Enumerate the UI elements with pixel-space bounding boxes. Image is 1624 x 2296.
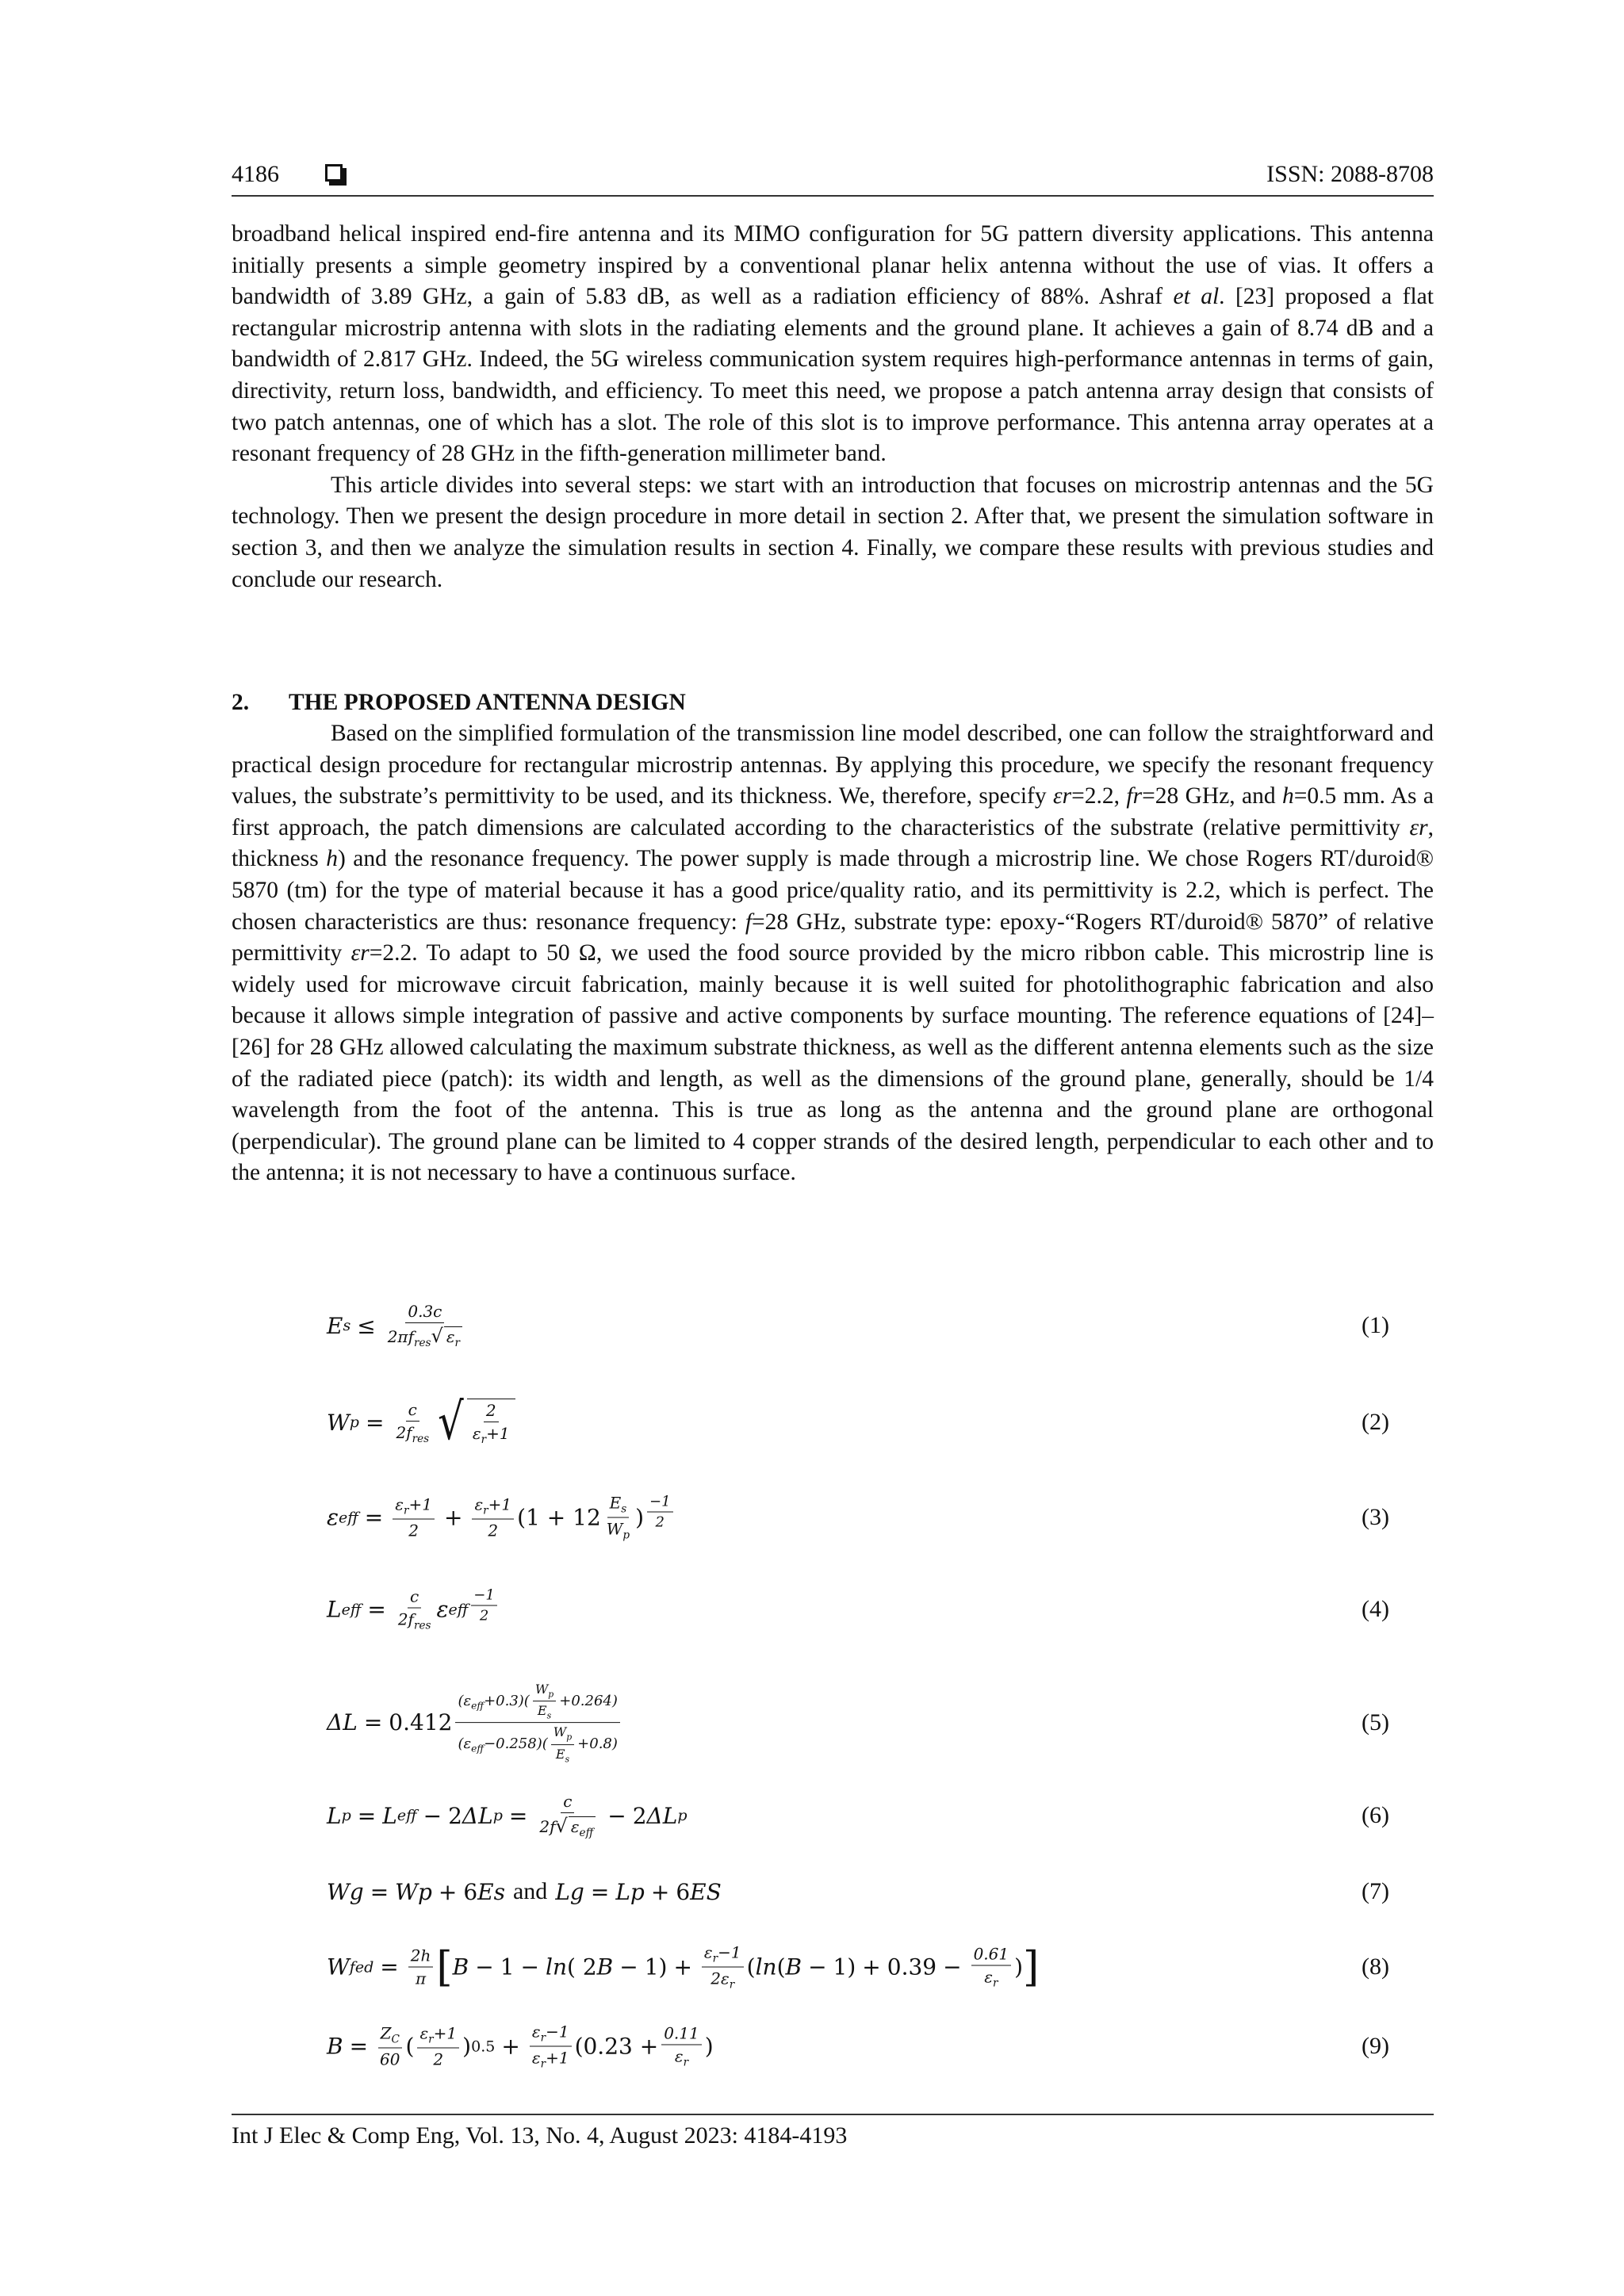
equation-9-formula: B = $\frac{Z_C}{60}$ ( $\frac{\varepsilon_r+1}{2}$ ) 0.5 + $\frac{\varepsilon_r-1}{\varepsilon_r+1}$ (0.23 + $\frac{0.11}{\varepsilon_r}$ ) xyxy=(327,2022,714,2071)
equation-7 xyxy=(327,1860,1389,1923)
section-body xyxy=(232,718,1434,1189)
equation-8 xyxy=(327,1931,1389,2003)
equation-number: (5) xyxy=(1362,1709,1389,1735)
equation-6-formula: L p = L eff − 2 ΔL p = $\frac{c}{2f√ \varepsilon_{eff}}$ − 2 ΔL p xyxy=(327,1792,688,1839)
equation-7-formula: Wg = Wp + 6 Es and Lg = Lp + 6 ES xyxy=(327,1878,722,1905)
journal-citation: Int J Elec & Comp Eng, Vol. 13, No. 4, August 2023: 4184-4193 xyxy=(232,2122,848,2149)
intro-text xyxy=(232,219,1434,595)
equation-1-formula: E s ≤ $\frac{0.3c}{2\pi f_{res}√ \varepsilon_r}$ xyxy=(327,1302,468,1349)
footer-rule xyxy=(232,2114,1434,2115)
equation-number: (2) xyxy=(1362,1409,1389,1435)
equation-number: (9) xyxy=(1362,2033,1389,2059)
equation-number: (1) xyxy=(1362,1312,1389,1338)
issn: ISSN: 2088-8708 xyxy=(1266,161,1434,187)
section-title: THE PROPOSED ANTENNA DESIGN xyxy=(289,690,686,715)
equation-5 xyxy=(327,1679,1389,1766)
equation-3-formula: ε eff = $\frac{\varepsilon_r+1}{2}$ + $\frac{\varepsilon_r+1}{2}$ (1 + 12 $\frac{E_s}{W_p}$ ) $\frac{-1}{2}$ xyxy=(327,1494,676,1542)
equation-1 xyxy=(327,1294,1389,1357)
header-rule xyxy=(232,195,1434,197)
equation-number: (4) xyxy=(1362,1596,1389,1622)
page-number: 4186 xyxy=(232,161,279,187)
section-number: 2. xyxy=(232,690,250,715)
checkbox-square-icon xyxy=(325,164,343,182)
equation-3 xyxy=(327,1479,1389,1556)
equation-2-formula: W p = $\frac{c}{2f_{res}}$ √ $\frac{2}{\varepsilon_r+1}$ xyxy=(327,1397,515,1448)
equation-5-formula: ΔL = 0.412 $(\varepsilon_{eff}+0.3)$( $\frac{W_p}{E_s}$ +0.264) $(\varepsilon_{eff}-0.258)$( $\frac{W_p}{E_s}$ +0.8) xyxy=(327,1682,623,1764)
intro-paragraph-2: This article divides into several steps: we start with an introduction that focuses on microstrip antennas and the 5G technology. Then we present the design procedure in more detail in section 2. After that, we present the simulation software in section 3, and then we analyze the simulation results in section 4. Finally, we compare these results with previous studies and conclude our research. xyxy=(232,472,1434,592)
equation-8-formula: W fed = $\frac{2h}{\pi}$ [ B − 1 − ln ( 2 B − 1) + $\frac{\varepsilon_r-1}{2\varepsilon_r}$ ( ln ( B − 1) + 0.39 − $\frac{0.61}{\varepsilon_r}$ ) ] xyxy=(327,1942,1040,1992)
section-paragraph: Based on the simplified formulation of the transmission line model described, one can follow the straightforward and practical design procedure for rectangular microstrip antennas. By applying this procedure, we specify the resonant frequency values, the substrate’s permittivity to be used, and its thickness. We, therefore, specify εr=2.2, fr=28 GHz, and h=0.5 mm. As a first approach, the patch dimensions are calculated according to the characteristics of the substrate (relative permittivity εr, thickness h) and the resonance frequency. The power supply is made through a microstrip line. We chose Rogers RT/duroid® 5870 (tm) for the type of material because it has a good price/quality ratio, and its permittivity is 2.2, which is perfect. The chosen characteristics are thus: resonance frequency: f=28 GHz, substrate type: epoxy-“Rogers RT/duroid® 5870” of relative permittivity εr=2.2. To adapt to 50 Ω, we used the food source provided by the micro ribbon cable. This microstrip line is widely used for microwave circuit fabrication, mainly because it is well suited for photolithographic fabrication and also because it allows simple integration of passive and active components by surface mounting. The reference equations of [24]–[26] for 28 GHz allowed calculating the maximum substrate thickness, as well as the different antenna elements such as the size of the radiated piece (patch): its width and length, as well as the dimensions of the ground plane, generally, should be 1/4 wavelength from the foot of the antenna. This is true as long as the antenna and the ground plane are orthogonal (perpendicular). The ground plane can be limited to 4 copper strands of the desired length, perpendicular to each other and to the antenna; it is not necessary to have a continuous surface. xyxy=(232,721,1434,1186)
equation-6 xyxy=(327,1779,1389,1852)
equation-number: (7) xyxy=(1362,1878,1389,1904)
section-heading xyxy=(232,687,686,718)
equation-9 xyxy=(327,2009,1389,2084)
intro-paragraph-1: broadband helical inspired end-fire antenna and its MIMO configuration for 5G pattern diversity applications. This antenna initially presents a simple geometry inspired by a conventional planar helix antenna without the use of vias. It offers a bandwidth of 3.89 GHz, a gain of 5.83 dB, as well as a radiation efficiency of 88%. Ashraf et al. [23] proposed a flat rectangular microstrip antenna with slots in the radiating elements and the ground plane. It achieves a gain of 8.74 dB and a bandwidth of 2.817 GHz. Indeed, the 5G wireless communication system requires high-performance antennas in terms of gain, directivity, return loss, bandwidth, and efficiency. To meet this need, we propose a patch antenna array design that consists of two patch antennas, one of which has a slot. The role of this slot is to improve performance. This antenna array operates at a resonant frequency of 28 GHz in the fifth-generation millimeter band. xyxy=(232,221,1434,467)
equation-number: (8) xyxy=(1362,1954,1389,1980)
equation-4-formula: L eff = $\frac{c}{2f_{res}}$ ε eff $\frac{-1}{2}$ xyxy=(327,1587,500,1632)
equation-2 xyxy=(327,1384,1389,1460)
page-header xyxy=(232,157,1434,192)
equation-number: (3) xyxy=(1362,1504,1389,1530)
equation-number: (6) xyxy=(1362,1802,1389,1828)
equation-4 xyxy=(327,1571,1389,1647)
